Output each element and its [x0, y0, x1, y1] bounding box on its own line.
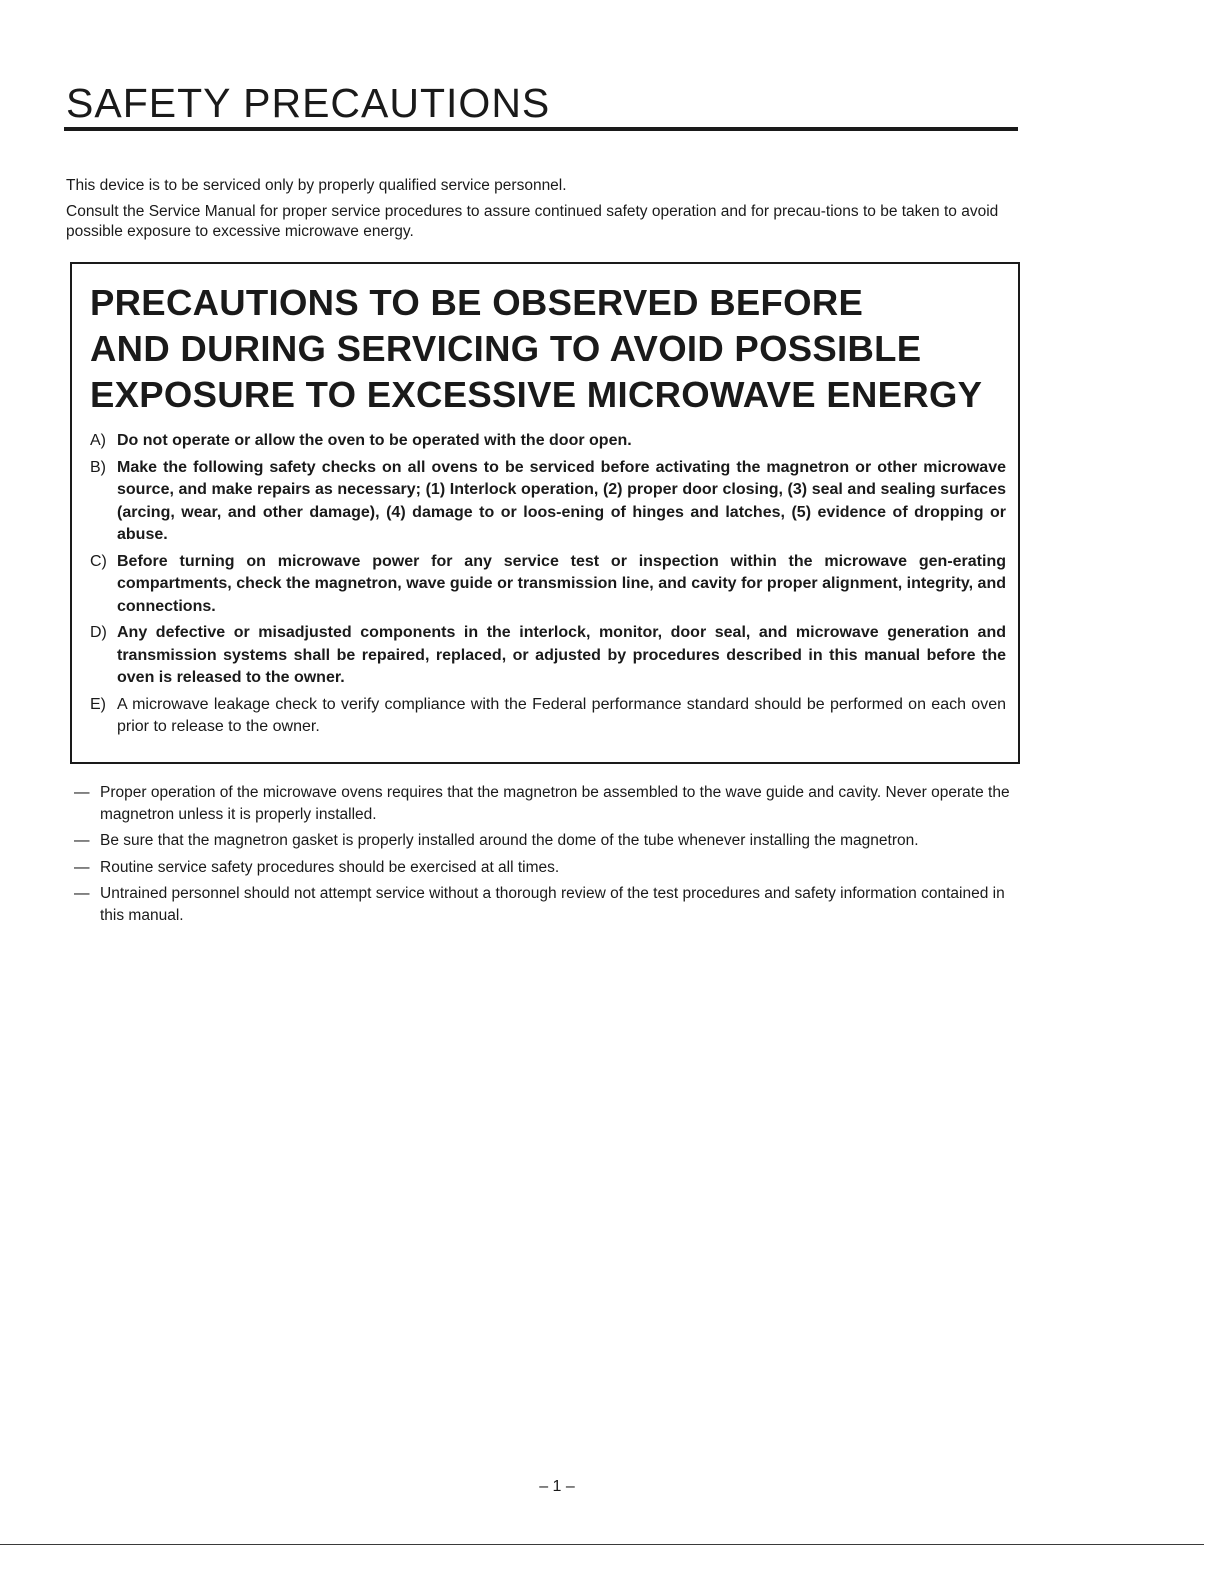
precautions-list: [90, 430, 1006, 743]
precaution-label: C): [90, 552, 107, 570]
page-number: – 1 –: [539, 1478, 575, 1495]
safety-note-item: [74, 830, 1024, 852]
safety-note-item: [74, 782, 1024, 825]
intro-paragraph-1: This device is to be serviced only by properly qualified service personnel.: [66, 177, 567, 194]
precaution-text: A microwave leakage check to verify compliance with the Federal performance standard should be performed on each oven prior to release to the owner.: [117, 695, 1006, 735]
precaution-label: A): [90, 432, 106, 449]
dash-bullet-icon: —: [74, 832, 90, 849]
safety-notes-list: [74, 782, 1024, 931]
precaution-text: Make the following safety checks on all ovens to be serviced before activating the magnetron or other microwave source, and make repairs as necessary; (1) Interlock operation, (2) proper door closing, (3) seal and sealing surfaces (arcing, wear, and other damage), (4) damage to or loos-ening of hinges and latches, (5) evidence of dropping or abuse.: [117, 458, 1006, 543]
precaution-item-a: [90, 430, 1006, 453]
safety-note-text: Be sure that the magnetron gasket is properly installed around the dome of the tube whenever installing the magnetron.: [100, 832, 919, 849]
precautions-heading-line-2: AND DURING SERVICING TO AVOID POSSIBLE: [90, 328, 922, 369]
precaution-label: B): [90, 458, 106, 476]
precautions-heading-line-1: PRECAUTIONS TO BE OBSERVED BEFORE: [90, 282, 864, 323]
dash-bullet-icon: —: [74, 858, 90, 876]
precaution-text: Any defective or misadjusted components in the interlock, monitor, door seal, and microwave generation and transmission systems shall be repaired, replaced, or adjusted by procedures described in this manual before the oven is released to the owner.: [117, 624, 1006, 686]
footer-rule: [0, 1544, 1204, 1545]
precaution-item-c: [90, 551, 1006, 619]
safety-note-text: Proper operation of the microwave ovens requires that the magnetron be assembled to the wave guide and cavity. Never operate the magnetron unless it is properly installed.: [100, 784, 1010, 823]
precaution-item-e: [90, 694, 1006, 739]
precaution-item-b: [90, 457, 1006, 547]
dash-bullet-icon: —: [74, 784, 90, 801]
title-underline: [64, 127, 1018, 131]
dash-bullet-icon: —: [74, 885, 90, 902]
precautions-heading-line-3: EXPOSURE TO EXCESSIVE MICROWAVE ENERGY: [90, 374, 983, 415]
safety-note-item: [74, 883, 1024, 926]
precaution-label: D): [90, 624, 107, 641]
page-title: SAFETY PRECAUTIONS: [66, 80, 551, 126]
precautions-heading: [90, 280, 982, 418]
safety-note-text: Routine service safety procedures should be exercised at all times.: [100, 858, 560, 876]
safety-note-item: [74, 857, 1024, 879]
safety-note-text: Untrained personnel should not attempt service without a thorough review of the test procedures and safety information contained in this manual.: [100, 885, 1005, 924]
intro-paragraph-2: Consult the Service Manual for proper service procedures to assure continued safety operation and for precau-tions to be taken to avoid possible exposure to excessive microwave energy.: [66, 203, 999, 240]
intro-section: [66, 176, 1026, 248]
precaution-label: E): [90, 695, 106, 713]
precaution-text: Before turning on microwave power for any service test or inspection within the microwave gen-erating compartments, check the magnetron, wave guide or transmission line, and cavity for proper alignment, integrity, and connections.: [117, 552, 1006, 615]
precaution-text: Do not operate or allow the oven to be operated with the door open.: [117, 432, 632, 449]
precaution-item-d: [90, 622, 1006, 690]
precautions-box: [70, 262, 1020, 764]
